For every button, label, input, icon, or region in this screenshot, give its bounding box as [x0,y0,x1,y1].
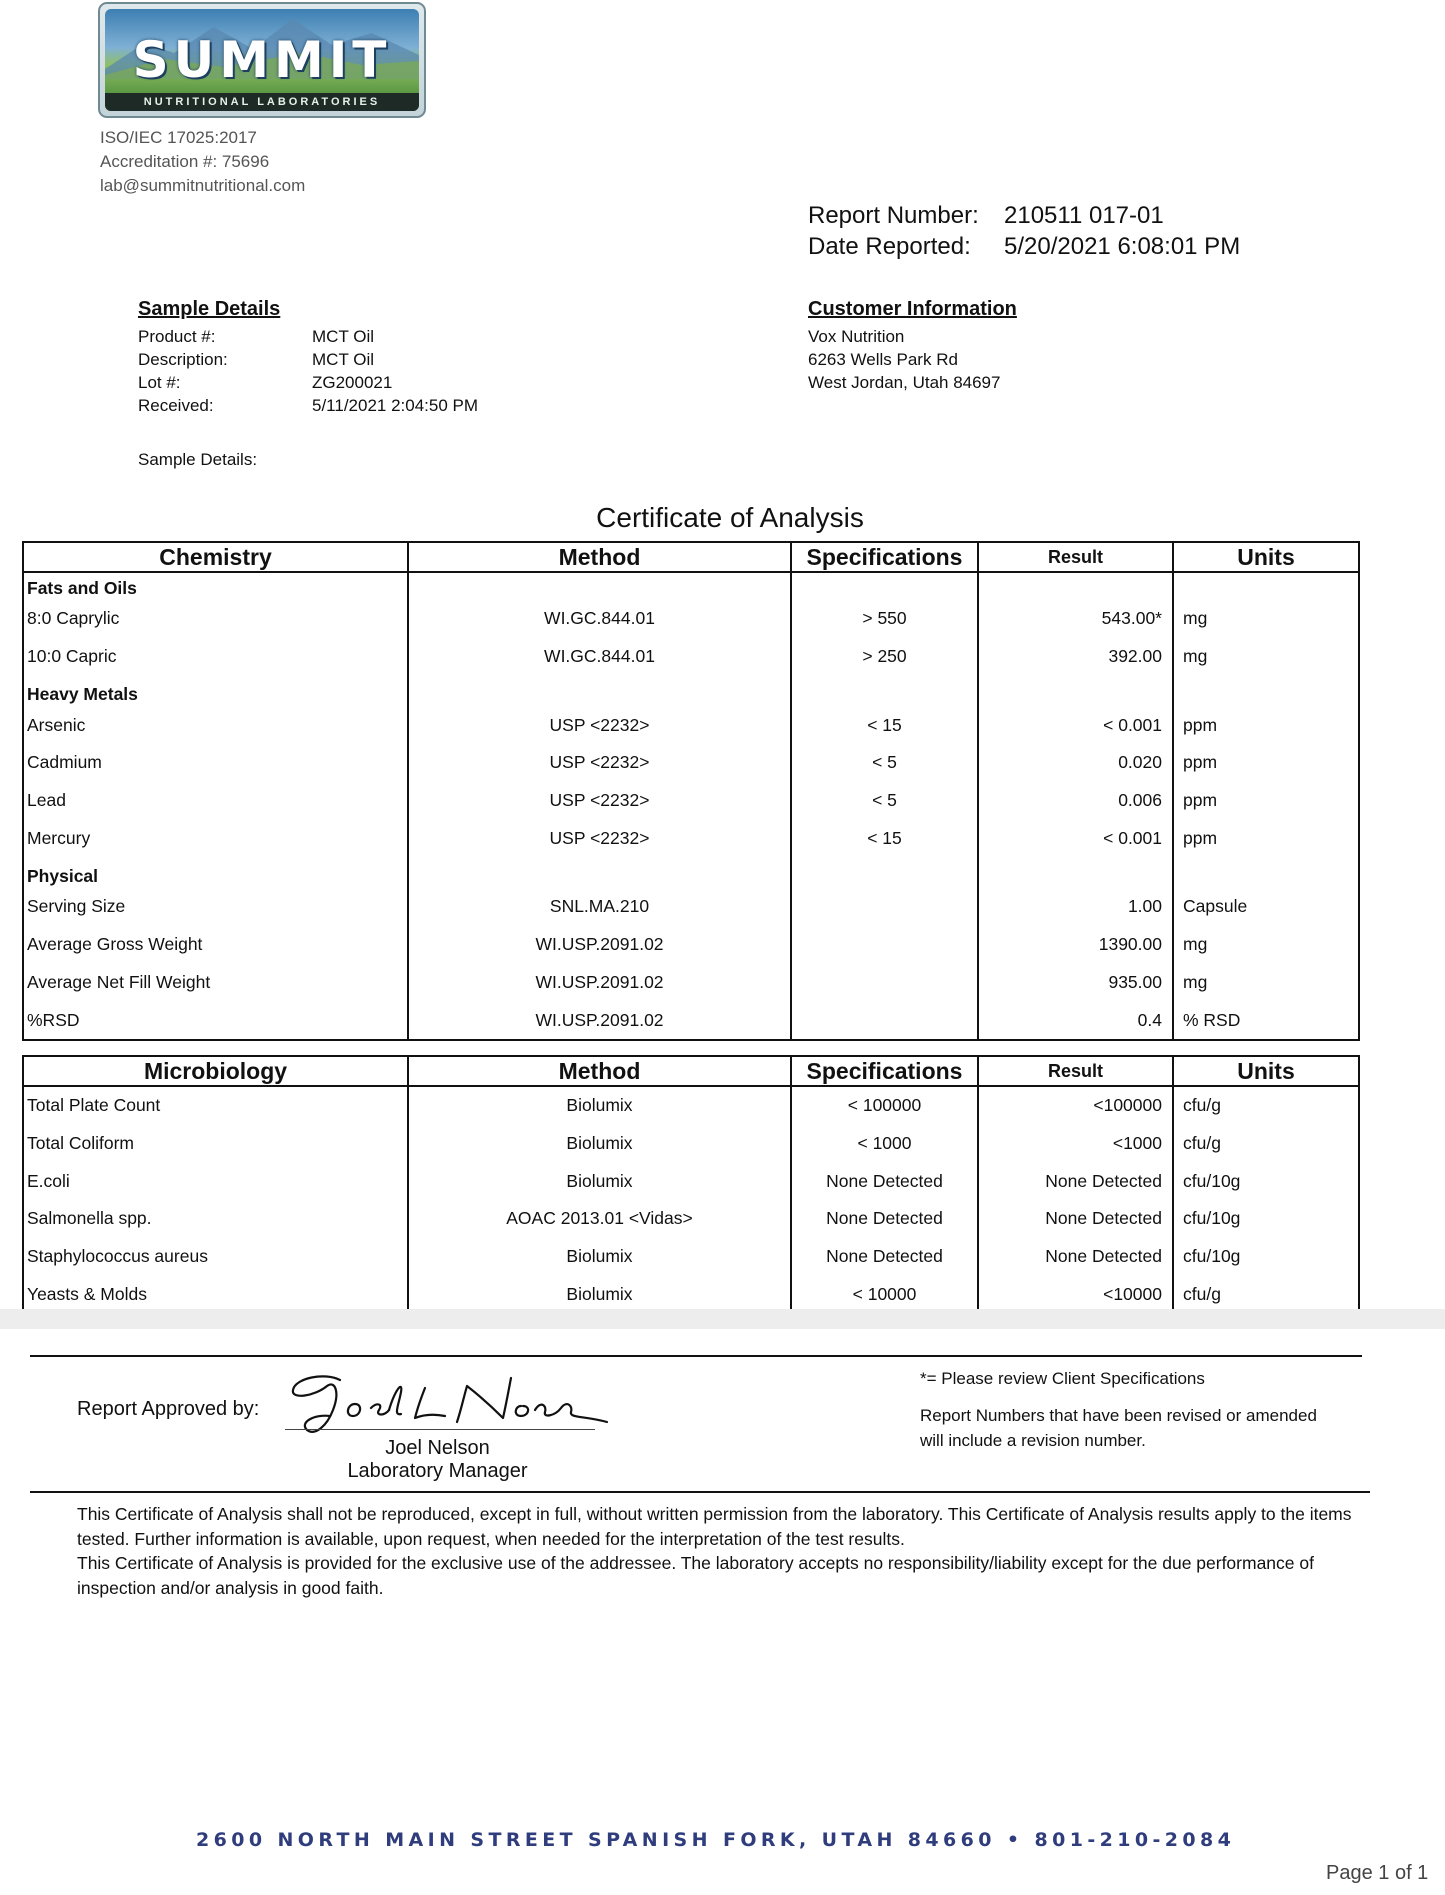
empty-cell [1173,857,1359,888]
empty-cell [978,675,1173,706]
analyte-cell: 8:0 Caprylic [23,600,408,638]
divider-line [30,1491,1370,1493]
table-row [23,1238,1359,1276]
result-cell: 0.4 [978,1001,1173,1040]
sample-row [138,394,478,417]
table-row [23,638,1359,676]
chemistry-table [22,541,1360,1041]
signer-name: Joel Nelson [385,1437,490,1459]
col-header: Chemistry [23,542,408,572]
col-header: Method [408,542,791,572]
col-header: Microbiology [23,1056,408,1086]
iso-standard: ISO/IEC 17025:2017 [100,128,257,147]
method-cell: Biolumix [408,1275,791,1314]
specification-cell: < 5 [791,744,978,782]
analyte-cell: Cadmium [23,744,408,782]
customer-information [808,298,1017,394]
signer-role: Laboratory Manager [347,1460,528,1482]
units-cell: cfu/10g [1173,1200,1359,1238]
result-cell: <100000 [978,1086,1173,1125]
analyte-cell: Arsenic [23,706,408,744]
analyte-cell: Average Gross Weight [23,926,408,964]
result-cell: < 0.001 [978,706,1173,744]
units-cell: mg [1173,638,1359,676]
report-approved-label: Report Approved by: [77,1398,260,1420]
units-cell: cfu/g [1173,1125,1359,1163]
group-row [23,572,1359,600]
analyte-cell: Salmonella spp. [23,1200,408,1238]
empty-cell [408,857,791,888]
specification-cell: < 5 [791,782,978,820]
method-cell: USP <2232> [408,706,791,744]
method-cell: SNL.MA.210 [408,888,791,926]
col-header: Units [1173,542,1359,572]
specification-cell [791,964,978,1002]
col-header: Units [1173,1056,1359,1086]
units-cell: cfu/g [1173,1275,1359,1314]
logo-wordmark: SUMMIT [132,31,392,89]
customer-city: West Jordan, Utah 84697 [808,373,1001,392]
microbiology-table [22,1055,1360,1315]
notes [920,1366,1320,1465]
customer-street: 6263 Wells Park Rd [808,350,958,369]
units-cell: ppm [1173,706,1359,744]
empty-cell [1173,572,1359,600]
method-cell: Biolumix [408,1238,791,1276]
specification-cell: None Detected [791,1238,978,1276]
divider-line [30,1355,1362,1357]
analyte-cell: Staphylococcus aureus [23,1238,408,1276]
sample-row-key: Received: [138,396,214,415]
sample-row-value: ZG200021 [312,373,393,392]
result-cell: 392.00 [978,638,1173,676]
empty-cell [791,857,978,888]
method-cell: USP <2232> [408,819,791,857]
empty-cell [408,572,791,600]
sample-details-label: Sample Details: [138,450,258,469]
empty-cell [408,675,791,706]
table-row [23,1200,1359,1238]
units-cell: % RSD [1173,1001,1359,1040]
result-cell: <10000 [978,1275,1173,1314]
customer-heading: Customer Information [808,298,1017,320]
method-cell: USP <2232> [408,782,791,820]
table-row [23,888,1359,926]
method-cell: WI.GC.844.01 [408,638,791,676]
result-cell: None Detected [978,1162,1173,1200]
analyte-cell: Serving Size [23,888,408,926]
result-cell: None Detected [978,1200,1173,1238]
units-cell: mg [1173,964,1359,1002]
disclaimer-paragraph: This Certificate of Analysis shall not be reproduced, except in full, without written permission from the laboratory. This Certificate of Analysis results apply to the items tested. Further information is available, upon request, when needed for the interpretation of the test results. [77,1504,1352,1549]
col-header: Specifications [791,542,978,572]
divider-band [0,1309,1445,1329]
col-header: Result [978,542,1173,572]
method-cell: WI.GC.844.01 [408,600,791,638]
sample-details-heading: Sample Details [138,298,281,320]
analyte-cell: Mercury [23,819,408,857]
result-cell: < 0.001 [978,819,1173,857]
col-header: Result [978,1056,1173,1086]
analyte-cell: Lead [23,782,408,820]
method-cell: Biolumix [408,1125,791,1163]
table-row [23,1162,1359,1200]
empty-cell [1173,675,1359,706]
sample-row [138,371,478,394]
disclaimer-paragraph: This Certificate of Analysis is provided for the exclusive use of the addressee. The laboratory accepts no responsibility/liability except for the due performance of inspection and/or analysis in good faith. [77,1553,1314,1598]
table-row [23,706,1359,744]
sample-row-key: Description: [138,350,228,369]
signature-line [285,1429,595,1430]
specification-cell: < 100000 [791,1086,978,1125]
analyte-cell: Total Coliform [23,1125,408,1163]
page-number: Page 1 of 1 [1326,1862,1429,1884]
specification-cell [791,888,978,926]
specification-cell: < 15 [791,819,978,857]
sample-row-value: 5/11/2021 2:04:50 PM [312,396,479,415]
result-cell: 543.00* [978,600,1173,638]
lab-email: lab@summitnutritional.com [100,176,306,195]
units-cell: Capsule [1173,888,1359,926]
result-cell: <1000 [978,1125,1173,1163]
disclaimer [77,1502,1367,1600]
specification-cell: < 1000 [791,1125,978,1163]
units-cell: ppm [1173,819,1359,857]
method-cell: WI.USP.2091.02 [408,926,791,964]
result-cell: None Detected [978,1238,1173,1276]
specification-cell [791,926,978,964]
table-row [23,744,1359,782]
analyte-cell: %RSD [23,1001,408,1040]
specification-cell: < 10000 [791,1275,978,1314]
accreditation-number: Accreditation #: 75696 [100,152,270,171]
table-row [23,1001,1359,1040]
chemistry-header-row [23,542,1359,572]
method-cell: AOAC 2013.01 <Vidas> [408,1200,791,1238]
sample-row-value: MCT Oil [312,327,375,346]
group-label: Fats and Oils [23,572,408,600]
sample-row-key: Lot #: [138,373,181,392]
group-row [23,675,1359,706]
units-cell: ppm [1173,744,1359,782]
group-row [23,857,1359,888]
group-label: Physical [23,857,408,888]
specification-cell: None Detected [791,1200,978,1238]
date-reported: 5/20/2021 6:08:01 PM [1004,233,1241,260]
specification-cell: None Detected [791,1162,978,1200]
empty-cell [791,572,978,600]
specification-cell: > 250 [791,638,978,676]
method-cell: USP <2232> [408,744,791,782]
empty-cell [978,572,1173,600]
summit-logo [98,2,426,118]
revision-note: Report Numbers that have been revised or amended will include a revision number. [920,1406,1317,1450]
method-cell: WI.USP.2091.02 [408,1001,791,1040]
specification-cell: > 550 [791,600,978,638]
report-number-label: Report Number: [808,202,979,229]
signer [300,1437,575,1483]
method-cell: WI.USP.2091.02 [408,964,791,1002]
units-cell: ppm [1173,782,1359,820]
table-row [23,819,1359,857]
table-row [23,600,1359,638]
group-label: Heavy Metals [23,675,408,706]
units-cell: cfu/g [1173,1086,1359,1125]
units-cell: cfu/10g [1173,1162,1359,1200]
result-cell: 1.00 [978,888,1173,926]
table-row [23,926,1359,964]
report-number: 210511 017-01 [1004,202,1164,229]
table-row [23,964,1359,1002]
result-cell: 935.00 [978,964,1173,1002]
logo-subtitle: NUTRITIONAL LABORATORIES [105,93,419,111]
table-row [23,1086,1359,1125]
analyte-cell: Total Plate Count [23,1086,408,1125]
document-title: Certificate of Analysis [596,502,864,533]
result-cell: 1390.00 [978,926,1173,964]
sample-row-value: MCT Oil [312,350,375,369]
table-row [23,782,1359,820]
empty-cell [791,675,978,706]
report-meta [808,200,1240,262]
client-spec-note: *= Please review Client Specifications [920,1369,1205,1388]
method-cell: Biolumix [408,1162,791,1200]
result-cell: 0.020 [978,744,1173,782]
customer-name: Vox Nutrition [808,327,905,346]
lab-info [100,126,305,198]
sample-row [138,325,478,348]
units-cell: mg [1173,600,1359,638]
result-cell: 0.006 [978,782,1173,820]
specification-cell: < 15 [791,706,978,744]
units-cell: cfu/10g [1173,1238,1359,1276]
col-header: Method [408,1056,791,1086]
microbiology-header-row [23,1056,1359,1086]
logo-background [105,9,419,111]
analyte-cell: Yeasts & Molds [23,1275,408,1314]
units-cell: mg [1173,926,1359,964]
sample-row-key: Product #: [138,327,216,346]
analyte-cell: E.coli [23,1162,408,1200]
lab-address: 2600 NORTH MAIN STREET SPANISH FORK, UTAH 84660 • 801-210-2084 [196,1829,1236,1851]
specification-cell [791,1001,978,1040]
col-header: Specifications [791,1056,978,1086]
method-cell: Biolumix [408,1086,791,1125]
date-reported-label: Date Reported: [808,233,971,260]
sample-details [138,298,478,417]
table-row [23,1125,1359,1163]
empty-cell [978,857,1173,888]
analyte-cell: 10:0 Capric [23,638,408,676]
analyte-cell: Average Net Fill Weight [23,964,408,1002]
sample-row [138,348,478,371]
